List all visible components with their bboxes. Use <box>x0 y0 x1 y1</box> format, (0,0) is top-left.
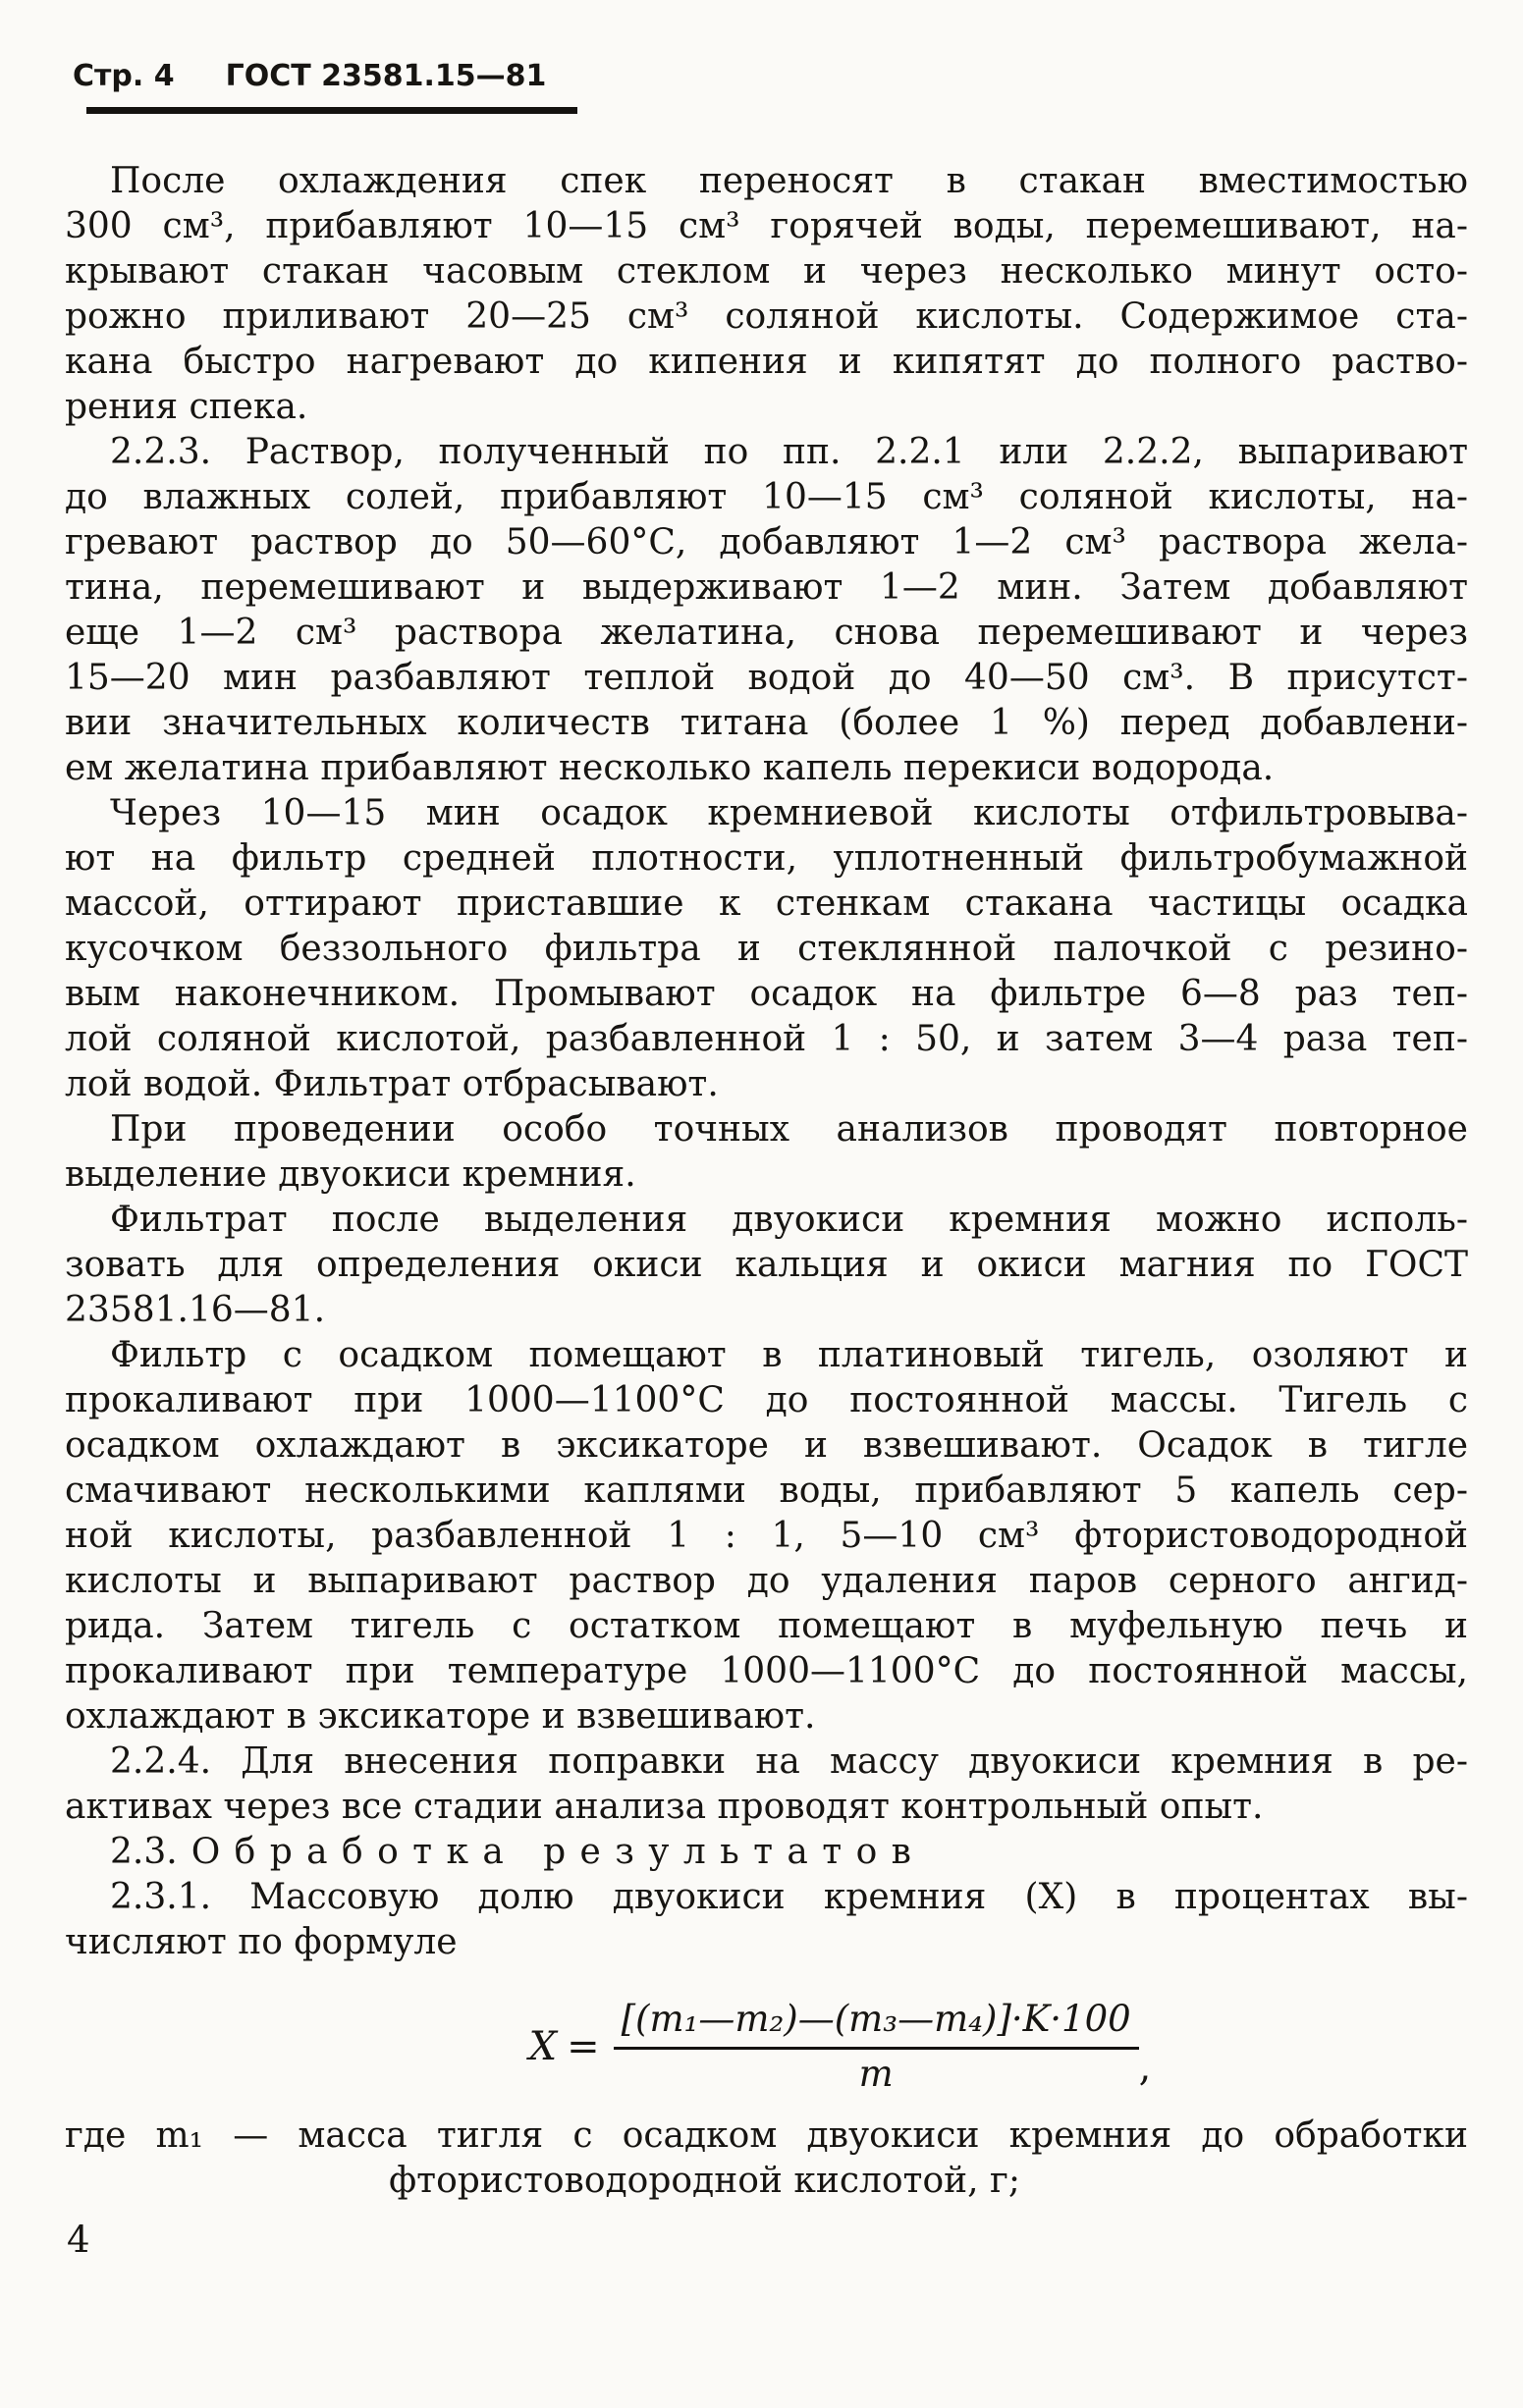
document-body <box>65 159 1468 2204</box>
section-number: 2.3. <box>110 1832 178 1872</box>
formula-lhs: X <box>528 2024 558 2070</box>
paragraph <box>65 1875 1468 1965</box>
paragraph <box>65 159 1468 430</box>
text-line: до влажных солей, прибавляют 10—15 см³ соляной кислоты, на- <box>65 477 1468 517</box>
text-line: Фильтр с осадком помещают в платиновый тигель, озоляют и <box>110 1335 1468 1375</box>
section-title: Обработка результатов <box>190 1832 926 1872</box>
text-line: рения спека. <box>65 387 308 427</box>
text-line: Фильтрат после выделения двуокиси кремния можно исполь- <box>110 1200 1468 1240</box>
text-line: крывают стакан часовым стеклом и через несколько минут осто- <box>65 251 1468 292</box>
text-line: ют на фильтр средней плотности, уплотненный фильтробумажной <box>65 838 1468 879</box>
header-doc-number: ГОСТ 23581.15—81 <box>225 59 547 93</box>
text-line: 15—20 мин разбавляют теплой водой до 40—50 см³. В присутст- <box>65 658 1468 698</box>
formula-trailing-comma: , <box>1138 2044 1152 2090</box>
formula-denominator: m <box>614 2047 1139 2094</box>
formula-fraction <box>614 1998 1139 2095</box>
text-line: где m₁ — масса тигля с осадком двуокиси кремния до обработки <box>65 2114 1468 2156</box>
text-line: После охлаждения спек переносят в стакан вместимостью <box>110 161 1468 201</box>
text-line: Через 10—15 мин осадок кремниевой кислоты отфильтровыва- <box>110 793 1468 833</box>
paragraph <box>65 791 1468 1107</box>
text-line: тина, перемешивают и выдерживают 1—2 мин. Затем добавляют <box>65 567 1468 608</box>
header-rule <box>86 107 577 114</box>
formula-definition <box>65 2114 1468 2204</box>
text-line: кислоты и выпаривают раствор до удаления паров серного ангид- <box>65 1561 1468 1601</box>
page-header <box>65 59 1468 93</box>
text-line: смачивают несколькими каплями воды, прибавляют 5 капель сер- <box>65 1471 1468 1511</box>
text-line: числяют по формуле <box>65 1922 458 1962</box>
formula-equals: = <box>567 2024 600 2070</box>
text-line: рожно приливают 20—25 см³ соляной кислоты. Содержимое ста- <box>65 296 1468 337</box>
formula <box>212 1998 1468 2095</box>
text-line: кусочком беззольного фильтра и стеклянной палочкой с резино- <box>65 929 1468 969</box>
text-line: фтористоводородной кислотой, г; <box>389 2160 1020 2201</box>
text-line: кана быстро нагревают до кипения и кипятят до полного раство- <box>65 342 1468 382</box>
text-line: лой соляной кислотой, разбавленной 1 : 50, и затем 3—4 раза теп- <box>65 1019 1468 1059</box>
paragraph <box>65 1198 1468 1333</box>
paragraph <box>65 1107 1468 1198</box>
formula-numerator: [(m₁—m₂)—(m₃—m₄)]·K·100 <box>621 1998 1131 2040</box>
text-line: зовать для определения окиси кальция и окиси магния по ГОСТ <box>65 1245 1468 1285</box>
text-line: ем желатина прибавляют несколько капель перекиси водорода. <box>65 748 1275 788</box>
text-line: 23581.16—81. <box>65 1290 326 1330</box>
text-line: выделение двуокиси кремния. <box>65 1154 636 1195</box>
text-line: активах через все стадии анализа проводят контрольный опыт. <box>65 1787 1264 1827</box>
page-number: 4 <box>67 2219 90 2261</box>
text-line: 300 см³, прибавляют 10—15 см³ горячей воды, перемешивают, на- <box>65 206 1468 246</box>
text-line: охлаждают в эксикаторе и взвешивают. <box>65 1696 816 1737</box>
text-line: ной кислоты, разбавленной 1 : 1, 5—10 см³ фтористоводородной <box>65 1516 1468 1556</box>
text-line: еще 1—2 см³ раствора желатина, снова перемешивают и через <box>65 613 1468 653</box>
paragraph <box>65 1333 1468 1739</box>
text-line: вии значительных количеств титана (более 1 %) перед добавлени- <box>65 703 1468 743</box>
text-line: массой, оттирают приставшие к стенкам стакана частицы осадка <box>65 883 1468 924</box>
text-line: лой водой. Фильтрат отбрасывают. <box>65 1064 719 1104</box>
paragraph <box>65 430 1468 791</box>
text-line: гревают раствор до 50—60°С, добавляют 1—2 см³ раствора жела- <box>65 522 1468 562</box>
text-line: вым наконечником. Промывают осадок на фильтре 6—8 раз теп- <box>65 974 1468 1014</box>
text-line: рида. Затем тигель с остатком помещают в муфельную печь и <box>65 1606 1468 1646</box>
text-line: При проведении особо точных анализов проводят повторное <box>110 1109 1468 1150</box>
text-line: 2.2.4. Для внесения поправки на массу двуокиси кремния в ре- <box>110 1741 1468 1782</box>
text-line: 2.2.3. Раствор, полученный по пп. 2.2.1 или 2.2.2, выпаривают <box>110 432 1468 472</box>
text-line: прокаливают при температуре 1000—1100°С до постоянной массы, <box>65 1651 1468 1691</box>
paragraph <box>65 1739 1468 1830</box>
text-line: прокаливают при 1000—1100°С до постоянной массы. Тигель с <box>65 1380 1468 1420</box>
section-heading <box>65 1830 1468 1875</box>
header-page-label: Стр. 4 <box>73 59 175 93</box>
text-line: 2.3.1. Массовую долю двуокиси кремния (X) в процентах вы- <box>110 1877 1468 1917</box>
text-line: осадком охлаждают в эксикаторе и взвешивают. Осадок в тигле <box>65 1425 1468 1466</box>
